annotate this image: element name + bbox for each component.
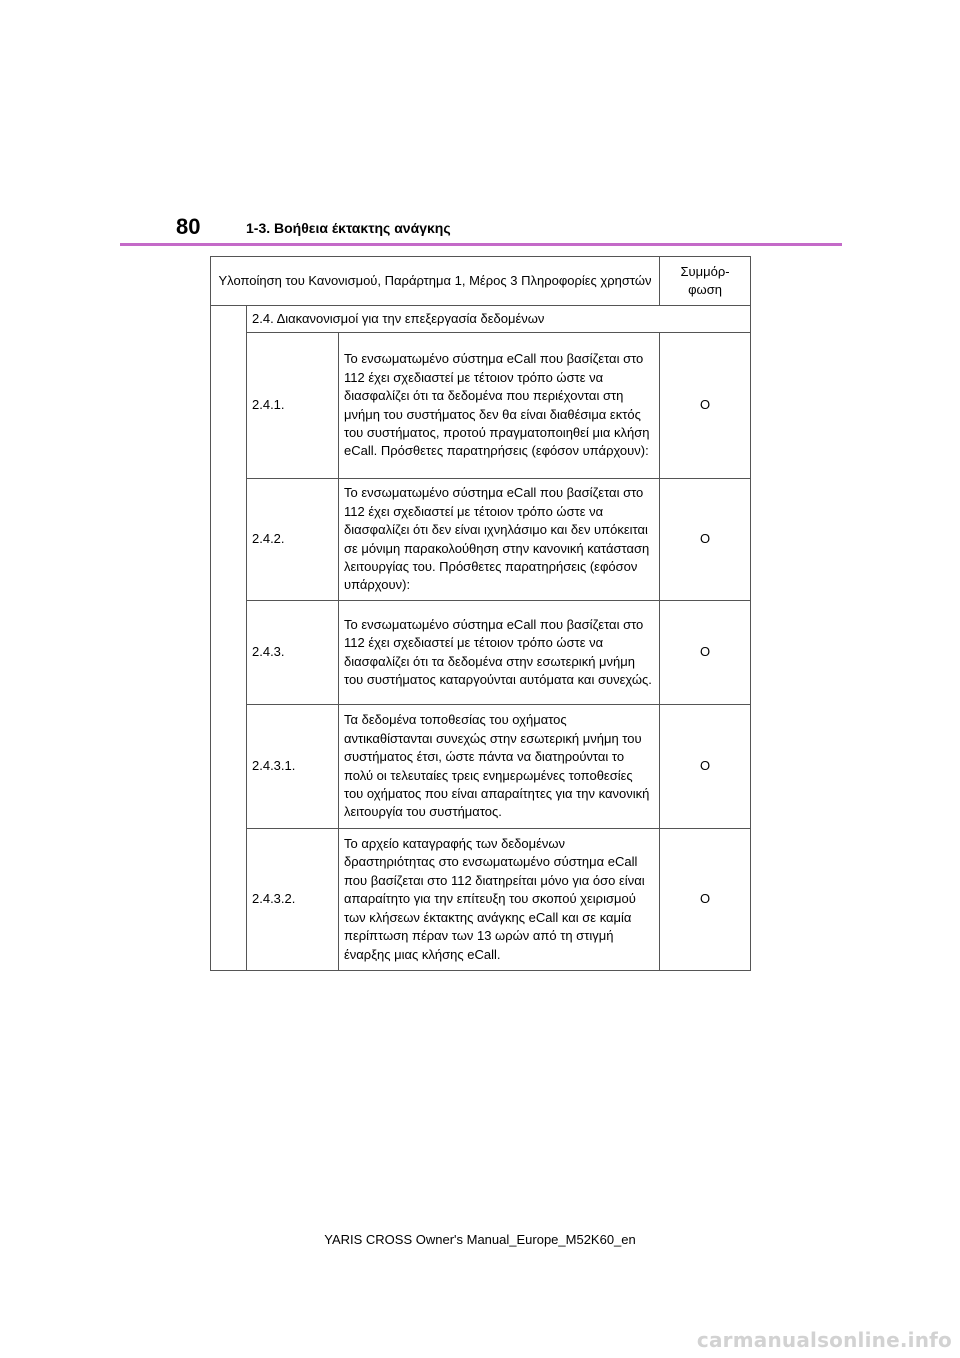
section-label: 2.4. Διακανονισμοί για την επεξεργασία δεδομένων: [247, 306, 751, 333]
indent-cell: [211, 306, 247, 971]
section-title: 1-3. Βοήθεια έκτακτης ανάγκης: [246, 220, 451, 236]
compliance-value: O: [660, 479, 751, 601]
clause-text: Το ενσωματωμένο σύστημα eCall που βασίζεται στο 112 έχει σχεδιαστεί με τέτοιον τρόπο ώστε να διασφαλίζει ότι τα δεδομένα στην εσωτερική μνήμη του συστήματος καταργούνται αυτόματα και συνεχώς.: [339, 601, 660, 705]
compliance-column-header: Συμμόρ-φωση: [660, 257, 751, 306]
header-rule: [120, 243, 842, 246]
table-header-row: [211, 257, 751, 306]
clause-text: Το ενσωματωμένο σύστημα eCall που βασίζεται στο 112 έχει σχεδιαστεί με τέτοιον τρόπο ώστε να διασφαλίζει ότι τα δεδομένα που περιέχονται στη μνήμη του συστήματος δεν θα είναι διαθέσιμα εκτός του συστήματος, προτού πραγματοποιηθεί μια κλήση eCall. Πρόσθετες παρατηρήσεις (εφόσον υπάρχουν):: [339, 333, 660, 479]
table-row: [211, 479, 751, 601]
description-column-header: Υλοποίηση του Κανονισμού, Παράρτημα 1, Μέρος 3 Πληροφορίες χρηστών: [211, 257, 660, 306]
clause-text: Τα δεδομένα τοποθεσίας του οχήματος αντικαθίστανται συνεχώς στην εσωτερική μνήμη του συστήματος έτσι, ώστε πάντα να διατηρούνται το πολύ οι τελευταίες τρεις ενημερωμένες τοποθεσίες του οχήματος που είναι απαραίτητες για την κανονική λειτουργία του συστήματος.: [339, 705, 660, 829]
table-row: [211, 333, 751, 479]
table-row: [211, 705, 751, 829]
section-row: [211, 306, 751, 333]
footer-manual-id: YARIS CROSS Owner's Manual_Europe_M52K60_en: [324, 1232, 636, 1247]
page-number: 80: [176, 214, 201, 239]
clause-number: 2.4.3.: [247, 601, 339, 705]
watermark-logo: carmanualsonline.info: [696, 1328, 952, 1352]
clause-number: 2.4.1.: [247, 333, 339, 479]
table-row: [211, 829, 751, 971]
compliance-value: O: [660, 601, 751, 705]
clause-text: Το αρχείο καταγραφής των δεδομένων δραστηριότητας στο ενσωματωμένο σύστημα eCall που βασίζεται στο 112 διατηρείται μόνο για όσο είναι απαραίτητο για την επίτευξη του σκοπού χειρισμού των κλήσεων έκτακτης ανάγκης eCall και σε καμία περίπτωση πέραν των 13 ωρών από τη στιγμή έναρξης μιας κλήσης eCall.: [339, 829, 660, 971]
regulation-table: [210, 256, 751, 971]
compliance-value: O: [660, 829, 751, 971]
clause-number: 2.4.3.2.: [247, 829, 339, 971]
clause-text: Το ενσωματωμένο σύστημα eCall που βασίζεται στο 112 έχει σχεδιαστεί με τέτοιον τρόπο ώστε να διασφαλίζει ότι δεν είναι ιχνηλάσιμο και δεν υπόκειται σε μόνιμη παρακολούθηση στην κανονική κατάσταση λειτουργίας του. Πρόσθετες παρατηρήσεις (εφόσον υπάρχουν):: [339, 479, 660, 601]
compliance-value: O: [660, 333, 751, 479]
compliance-value: O: [660, 705, 751, 829]
clause-number: 2.4.2.: [247, 479, 339, 601]
table-row: [211, 601, 751, 705]
clause-number: 2.4.3.1.: [247, 705, 339, 829]
